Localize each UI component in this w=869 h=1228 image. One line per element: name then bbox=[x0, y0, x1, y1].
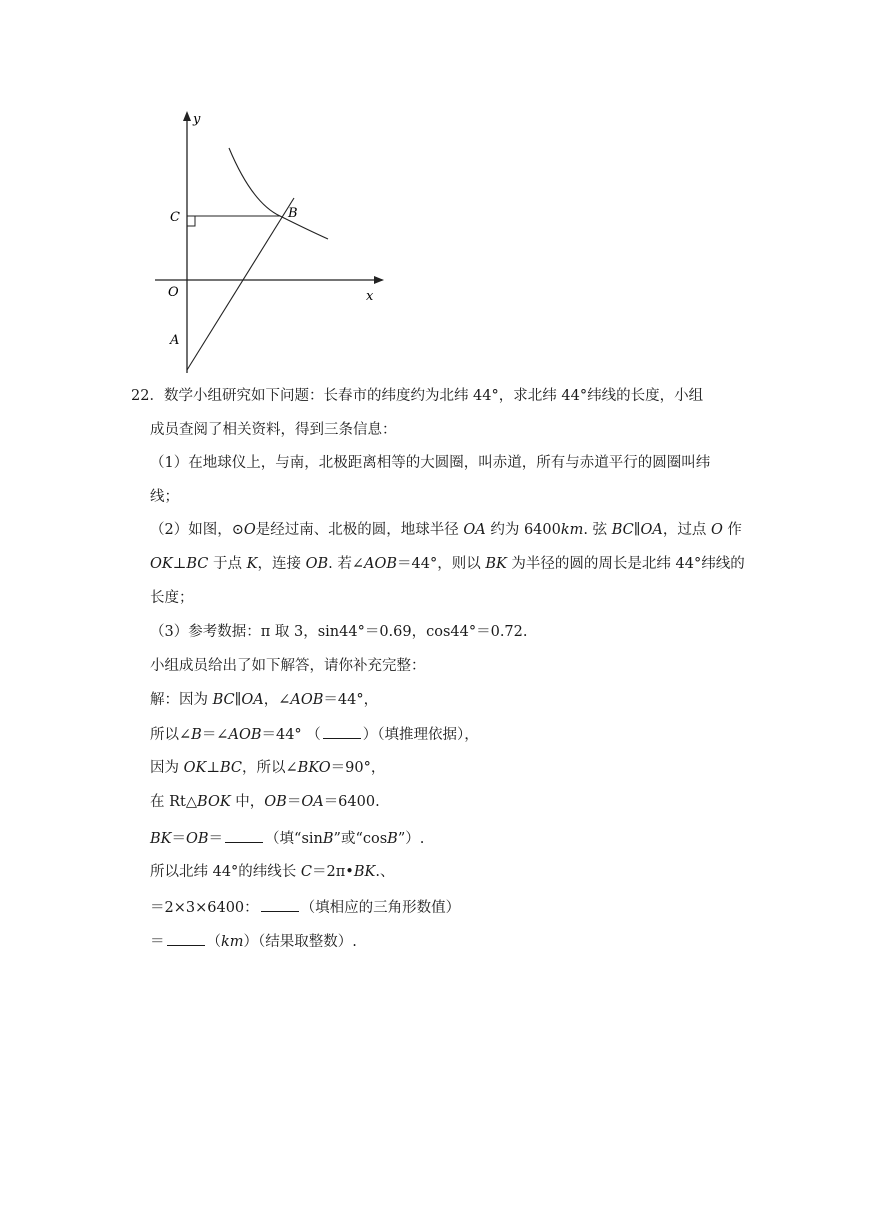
text: BC bbox=[186, 556, 209, 572]
label-b: B bbox=[288, 206, 298, 221]
text: ，过点 bbox=[662, 522, 711, 538]
answer-blank-3[interactable] bbox=[261, 897, 299, 912]
text: 解：因为 bbox=[150, 692, 213, 708]
label-x: x bbox=[366, 289, 374, 304]
text: OA bbox=[241, 692, 264, 708]
text: 为半径的圆的周长是北纬 44°纬线的 bbox=[506, 556, 745, 572]
text: 所以∠ bbox=[150, 727, 192, 743]
text: ＝44° （ bbox=[261, 727, 321, 743]
text: BC bbox=[212, 692, 235, 708]
text: （填相应的三角形数值） bbox=[300, 900, 461, 916]
text: C bbox=[300, 864, 313, 880]
text: ）（结果取整数）. bbox=[243, 934, 357, 950]
text: B bbox=[191, 727, 202, 743]
text: km bbox=[560, 522, 584, 538]
text: . 若∠ bbox=[328, 556, 364, 572]
text: ＝ bbox=[286, 794, 302, 810]
text: ”）. bbox=[397, 831, 425, 847]
text: B bbox=[387, 831, 398, 847]
text: ）（填推理依据）， bbox=[362, 727, 479, 743]
text: OA bbox=[640, 522, 663, 538]
text: OB bbox=[186, 831, 209, 847]
answer-blank-2[interactable] bbox=[225, 828, 263, 843]
label-c: C bbox=[170, 210, 180, 225]
text: 约为 6400 bbox=[485, 522, 561, 538]
text: ＝2π• bbox=[312, 864, 354, 880]
problem-intro-line-2: 成员查阅了相关资料，得到三条信息： bbox=[150, 422, 397, 438]
text: ＝ bbox=[208, 831, 224, 847]
text: BC bbox=[611, 522, 634, 538]
text: AOB bbox=[290, 692, 324, 708]
label-o: O bbox=[168, 285, 179, 300]
text: 在 Rt△ bbox=[150, 794, 198, 810]
text: ⊥ bbox=[172, 556, 187, 572]
text: OK bbox=[183, 760, 207, 776]
text: ，连接 bbox=[257, 556, 306, 572]
text: O bbox=[243, 522, 256, 538]
text: OB bbox=[264, 794, 287, 810]
text: （2）如图，⊙ bbox=[150, 522, 244, 538]
figure-svg bbox=[150, 105, 400, 380]
text: ＝∠ bbox=[201, 727, 229, 743]
text: ，∠ bbox=[263, 692, 291, 708]
solution-line-7 bbox=[150, 897, 460, 918]
text: OA bbox=[463, 522, 486, 538]
line-ab bbox=[187, 198, 294, 370]
text: AOB bbox=[228, 727, 262, 743]
text: BC bbox=[219, 760, 243, 776]
solution-line-3 bbox=[150, 758, 385, 778]
text: ＝44°， bbox=[323, 692, 379, 708]
solution-line-4 bbox=[150, 792, 380, 812]
text: ＝ bbox=[150, 934, 165, 950]
text: km bbox=[221, 934, 244, 950]
info-1-line-a: （1）在地球仪上，与南，北极距离相等的大圆圈，叫赤道，所有与赤道平行的圆圈叫纬 bbox=[150, 455, 711, 471]
solution-line-5 bbox=[150, 828, 424, 849]
solution-line-2 bbox=[150, 724, 479, 745]
text: B bbox=[322, 831, 334, 847]
text: ∥ bbox=[234, 692, 242, 708]
right-angle-mark bbox=[187, 216, 195, 226]
label-a: A bbox=[170, 333, 180, 348]
text: ＝90°， bbox=[330, 760, 386, 776]
text: O bbox=[710, 522, 723, 538]
text: . 弦 bbox=[583, 522, 612, 538]
info-2-line-a bbox=[150, 520, 742, 540]
text: .、 bbox=[375, 864, 395, 880]
x-axis-arrow bbox=[374, 276, 384, 284]
info-2-line-b bbox=[150, 554, 745, 574]
intro-text-1: 数学小组研究如下问题：长春市的纬度约为北纬 44°，求北纬 44°纬线的长度，小组 bbox=[163, 388, 704, 404]
coordinate-figure bbox=[150, 105, 400, 380]
text: BKO bbox=[297, 760, 331, 776]
text: ＝2×3×6400： bbox=[150, 900, 259, 916]
text: BK bbox=[150, 831, 172, 847]
text: ＝6400. bbox=[323, 794, 380, 810]
text: BK bbox=[485, 556, 507, 572]
text: ，所以∠ bbox=[242, 760, 298, 776]
text: （填“sin bbox=[265, 831, 323, 847]
text: 因为 bbox=[150, 760, 184, 776]
text: 所以北纬 44°的纬线长 bbox=[150, 864, 301, 880]
y-axis-arrow bbox=[183, 111, 191, 121]
solution-prompt: 小组成员给出了如下解答，请你补充完整： bbox=[150, 658, 426, 674]
text: AOB bbox=[364, 556, 398, 572]
info-2-line-c: 长度； bbox=[150, 590, 194, 606]
label-y: y bbox=[193, 112, 201, 127]
text: ⊥ bbox=[206, 760, 220, 776]
text: 是经过南、北极的圆，地球半径 bbox=[255, 522, 464, 538]
text: 中， bbox=[230, 794, 265, 810]
text: 于点 bbox=[208, 556, 247, 572]
text: ∥ bbox=[633, 522, 641, 538]
problem-intro-line-1 bbox=[131, 386, 703, 406]
hyperbola-curve bbox=[229, 148, 328, 239]
problem-number: 22． bbox=[131, 388, 164, 404]
text: ＝44°，则以 bbox=[397, 556, 486, 572]
text: BK bbox=[353, 864, 376, 880]
answer-blank-1[interactable] bbox=[323, 724, 361, 739]
answer-blank-4[interactable] bbox=[167, 931, 205, 946]
text: OK bbox=[150, 556, 173, 572]
text: ”或“cos bbox=[333, 831, 388, 847]
solution-line-6 bbox=[150, 862, 394, 882]
text: K bbox=[246, 556, 258, 572]
text: 作 bbox=[722, 522, 742, 538]
info-1-line-b: 线； bbox=[150, 489, 179, 505]
solution-line-1 bbox=[150, 690, 378, 710]
text: ＝ bbox=[171, 831, 186, 847]
info-3-line: （3）参考数据：π 取 3，sin44°＝0.69，cos44°＝0.72. bbox=[150, 624, 528, 640]
text: （ bbox=[206, 934, 221, 950]
text: OA bbox=[301, 794, 324, 810]
solution-line-8 bbox=[150, 931, 357, 952]
text: OB bbox=[305, 556, 329, 572]
text: BOK bbox=[197, 794, 231, 810]
